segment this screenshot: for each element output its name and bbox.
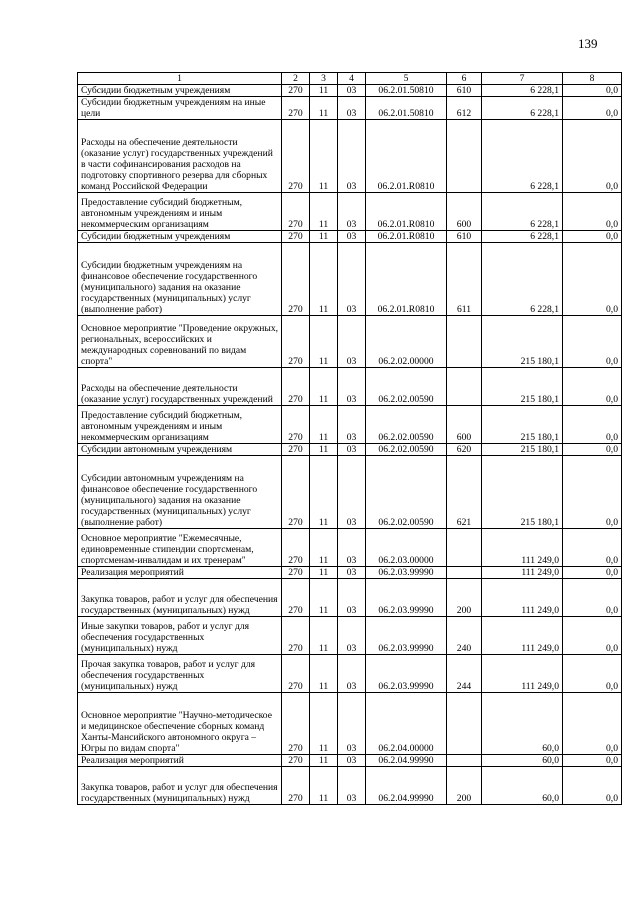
cell-subsection: 03 [338,368,366,406]
table-row [78,444,622,456]
table-row [78,120,622,193]
cell-expense-type [447,529,482,567]
cell-amount-2: 0,0 [563,456,622,529]
cell-target-article: 06.2.02.00590 [366,444,447,456]
cell-admin-code: 270 [282,368,310,406]
cell-name: Основное мероприятие "Научно-методическое и медицинское обеспечение сборных команд Ханты-Мансийского автономного округа – Югры по видам спорта" [78,693,282,755]
cell-admin-code: 270 [282,243,310,316]
cell-subsection: 03 [338,231,366,243]
cell-target-article: 06.2.01.50810 [366,97,447,120]
cell-name: Субсидии бюджетным учреждениям [78,231,282,243]
cell-name: Основное мероприятие "Ежемесячные, единовременные стипендии спортсменам, спортсменам-инвалидам и их тренерам" [78,529,282,567]
cell-expense-type: 200 [447,579,482,617]
cell-section: 11 [310,755,338,767]
header-col-2: 2 [282,73,310,85]
cell-name: Основное мероприятие "Проведение окружных, региональных, всероссийских и международных соревнований по видам спорта" [78,316,282,368]
header-col-6: 6 [447,73,482,85]
table-row [78,655,622,693]
cell-amount: 6 228,1 [482,193,563,231]
table-row [78,85,622,97]
cell-subsection: 03 [338,755,366,767]
cell-amount-2: 0,0 [563,529,622,567]
cell-amount: 111 249,0 [482,529,563,567]
cell-subsection: 03 [338,406,366,444]
cell-target-article: 06.2.01.R0810 [366,231,447,243]
cell-amount-2: 0,0 [563,316,622,368]
cell-target-article: 06.2.03.99990 [366,617,447,655]
cell-subsection: 03 [338,316,366,368]
cell-target-article: 06.2.04.99990 [366,755,447,767]
cell-amount: 215 180,1 [482,406,563,444]
cell-amount-2: 0,0 [563,579,622,617]
cell-subsection: 03 [338,444,366,456]
cell-amount-2: 0,0 [563,231,622,243]
cell-amount-2: 0,0 [563,693,622,755]
cell-section: 11 [310,406,338,444]
cell-target-article: 06.2.01.R0810 [366,243,447,316]
cell-subsection: 03 [338,193,366,231]
cell-name: Предоставление субсидий бюджетным, автономным учреждениям и иным некоммерческим организациям [78,193,282,231]
table-row [78,767,622,805]
cell-subsection: 03 [338,120,366,193]
cell-expense-type: 612 [447,97,482,120]
cell-section: 11 [310,617,338,655]
header-col-5: 5 [366,73,447,85]
cell-amount-2: 0,0 [563,755,622,767]
cell-admin-code: 270 [282,529,310,567]
cell-amount-2: 0,0 [563,406,622,444]
cell-expense-type [447,120,482,193]
cell-expense-type: 600 [447,406,482,444]
cell-admin-code: 270 [282,693,310,755]
cell-admin-code: 270 [282,767,310,805]
table-row [78,316,622,368]
cell-name: Субсидии бюджетным учреждениям на иные цели [78,97,282,120]
cell-section: 11 [310,316,338,368]
cell-target-article: 06.2.03.00000 [366,529,447,567]
cell-target-article: 06.2.04.00000 [366,693,447,755]
cell-admin-code: 270 [282,97,310,120]
cell-subsection: 03 [338,693,366,755]
cell-amount: 6 228,1 [482,243,563,316]
cell-target-article: 06.2.03.99990 [366,579,447,617]
cell-amount: 6 228,1 [482,231,563,243]
cell-name: Предоставление субсидий бюджетным, автономным учреждениям и иным некоммерческим организациям [78,406,282,444]
cell-amount: 111 249,0 [482,579,563,617]
cell-amount-2: 0,0 [563,368,622,406]
table-row [78,529,622,567]
table-row [78,231,622,243]
cell-section: 11 [310,456,338,529]
cell-amount-2: 0,0 [563,655,622,693]
cell-expense-type: 611 [447,243,482,316]
table-row [78,567,622,579]
cell-expense-type [447,567,482,579]
cell-subsection: 03 [338,243,366,316]
cell-section: 11 [310,243,338,316]
cell-amount: 6 228,1 [482,97,563,120]
cell-name: Закупка товаров, работ и услуг для обеспечения государственных (муниципальных) нужд [78,767,282,805]
cell-amount: 215 180,1 [482,456,563,529]
cell-name: Расходы на обеспечение деятельности (оказание услуг) государственных учреждений [78,368,282,406]
cell-expense-type: 240 [447,617,482,655]
table-row [78,456,622,529]
cell-name: Субсидии автономным учреждениям [78,444,282,456]
cell-name: Прочая закупка товаров, работ и услуг для обеспечения государственных (муниципальных) нужд [78,655,282,693]
cell-subsection: 03 [338,97,366,120]
header-col-3: 3 [310,73,338,85]
table-body [78,85,622,805]
table-row [78,406,622,444]
cell-amount-2: 0,0 [563,120,622,193]
table-row [78,97,622,120]
cell-section: 11 [310,655,338,693]
cell-admin-code: 270 [282,406,310,444]
table-row [78,693,622,755]
cell-section: 11 [310,767,338,805]
cell-name: Реализация мероприятий [78,567,282,579]
cell-admin-code: 270 [282,567,310,579]
header-col-1: 1 [78,73,282,85]
cell-admin-code: 270 [282,655,310,693]
cell-section: 11 [310,529,338,567]
cell-amount: 60,0 [482,755,563,767]
cell-section: 11 [310,231,338,243]
cell-target-article: 06.2.04.99990 [366,767,447,805]
cell-expense-type: 200 [447,767,482,805]
cell-amount: 60,0 [482,693,563,755]
cell-expense-type: 600 [447,193,482,231]
cell-expense-type: 244 [447,655,482,693]
cell-name: Закупка товаров, работ и услуг для обеспечения государственных (муниципальных) нужд [78,579,282,617]
budget-table [77,72,622,805]
cell-amount: 111 249,0 [482,567,563,579]
cell-expense-type [447,316,482,368]
table-row [78,368,622,406]
cell-name: Иные закупки товаров, работ и услуг для обеспечения государственных (муниципальных) нужд [78,617,282,655]
cell-amount-2: 0,0 [563,243,622,316]
cell-subsection: 03 [338,567,366,579]
cell-subsection: 03 [338,456,366,529]
cell-target-article: 06.2.02.00000 [366,316,447,368]
cell-amount-2: 0,0 [563,767,622,805]
table-row [78,193,622,231]
cell-expense-type: 610 [447,231,482,243]
cell-admin-code: 270 [282,120,310,193]
cell-amount: 6 228,1 [482,120,563,193]
cell-section: 11 [310,693,338,755]
cell-admin-code: 270 [282,193,310,231]
cell-amount: 215 180,1 [482,368,563,406]
cell-subsection: 03 [338,655,366,693]
cell-admin-code: 270 [282,444,310,456]
cell-target-article: 06.2.03.99990 [366,567,447,579]
cell-amount-2: 0,0 [563,85,622,97]
cell-name: Субсидии бюджетным учреждениям на финансовое обеспечение государственного (муниципального) задания на оказание государственных (муниципальных) услуг (выполнение работ) [78,243,282,316]
cell-expense-type: 620 [447,444,482,456]
table-row [78,755,622,767]
cell-section: 11 [310,120,338,193]
cell-subsection: 03 [338,529,366,567]
cell-name: Расходы на обеспечение деятельности (оказание услуг) государственных учреждений в части софинансирования расходов на подготовку спортивного резерва для сборных команд Российской Федерации [78,120,282,193]
cell-target-article: 06.2.01.R0810 [366,193,447,231]
cell-expense-type [447,368,482,406]
header-col-7: 7 [482,73,563,85]
cell-section: 11 [310,368,338,406]
cell-admin-code: 270 [282,755,310,767]
table-header-row [78,73,622,85]
table-row [78,617,622,655]
cell-section: 11 [310,579,338,617]
cell-amount: 60,0 [482,767,563,805]
cell-section: 11 [310,193,338,231]
cell-target-article: 06.2.02.00590 [366,456,447,529]
cell-section: 11 [310,97,338,120]
cell-expense-type [447,693,482,755]
cell-admin-code: 270 [282,579,310,617]
cell-amount-2: 0,0 [563,617,622,655]
cell-name: Реализация мероприятий [78,755,282,767]
cell-amount: 215 180,1 [482,444,563,456]
cell-amount-2: 0,0 [563,193,622,231]
cell-subsection: 03 [338,617,366,655]
cell-subsection: 03 [338,85,366,97]
cell-amount-2: 0,0 [563,444,622,456]
cell-amount: 111 249,0 [482,617,563,655]
cell-admin-code: 270 [282,456,310,529]
table-row [78,243,622,316]
cell-amount: 6 228,1 [482,85,563,97]
cell-admin-code: 270 [282,617,310,655]
cell-admin-code: 270 [282,316,310,368]
header-col-4: 4 [338,73,366,85]
cell-expense-type: 610 [447,85,482,97]
cell-amount: 111 249,0 [482,655,563,693]
cell-name: Субсидии автономным учреждениям на финансовое обеспечение государственного (муниципального) задания на оказание государственных (муниципальных) услуг (выполнение работ) [78,456,282,529]
cell-expense-type: 621 [447,456,482,529]
cell-amount-2: 0,0 [563,97,622,120]
cell-target-article: 06.2.01.50810 [366,85,447,97]
cell-target-article: 06.2.03.99990 [366,655,447,693]
cell-expense-type [447,755,482,767]
cell-target-article: 06.2.01.R0810 [366,120,447,193]
cell-section: 11 [310,85,338,97]
cell-name: Субсидии бюджетным учреждениям [78,85,282,97]
cell-target-article: 06.2.02.00590 [366,406,447,444]
cell-subsection: 03 [338,579,366,617]
cell-subsection: 03 [338,767,366,805]
cell-target-article: 06.2.02.00590 [366,368,447,406]
cell-section: 11 [310,567,338,579]
cell-amount-2: 0,0 [563,567,622,579]
page-number: 139 [578,36,598,51]
cell-admin-code: 270 [282,85,310,97]
cell-admin-code: 270 [282,231,310,243]
header-col-8: 8 [563,73,622,85]
cell-section: 11 [310,444,338,456]
table-row [78,579,622,617]
cell-amount: 215 180,1 [482,316,563,368]
